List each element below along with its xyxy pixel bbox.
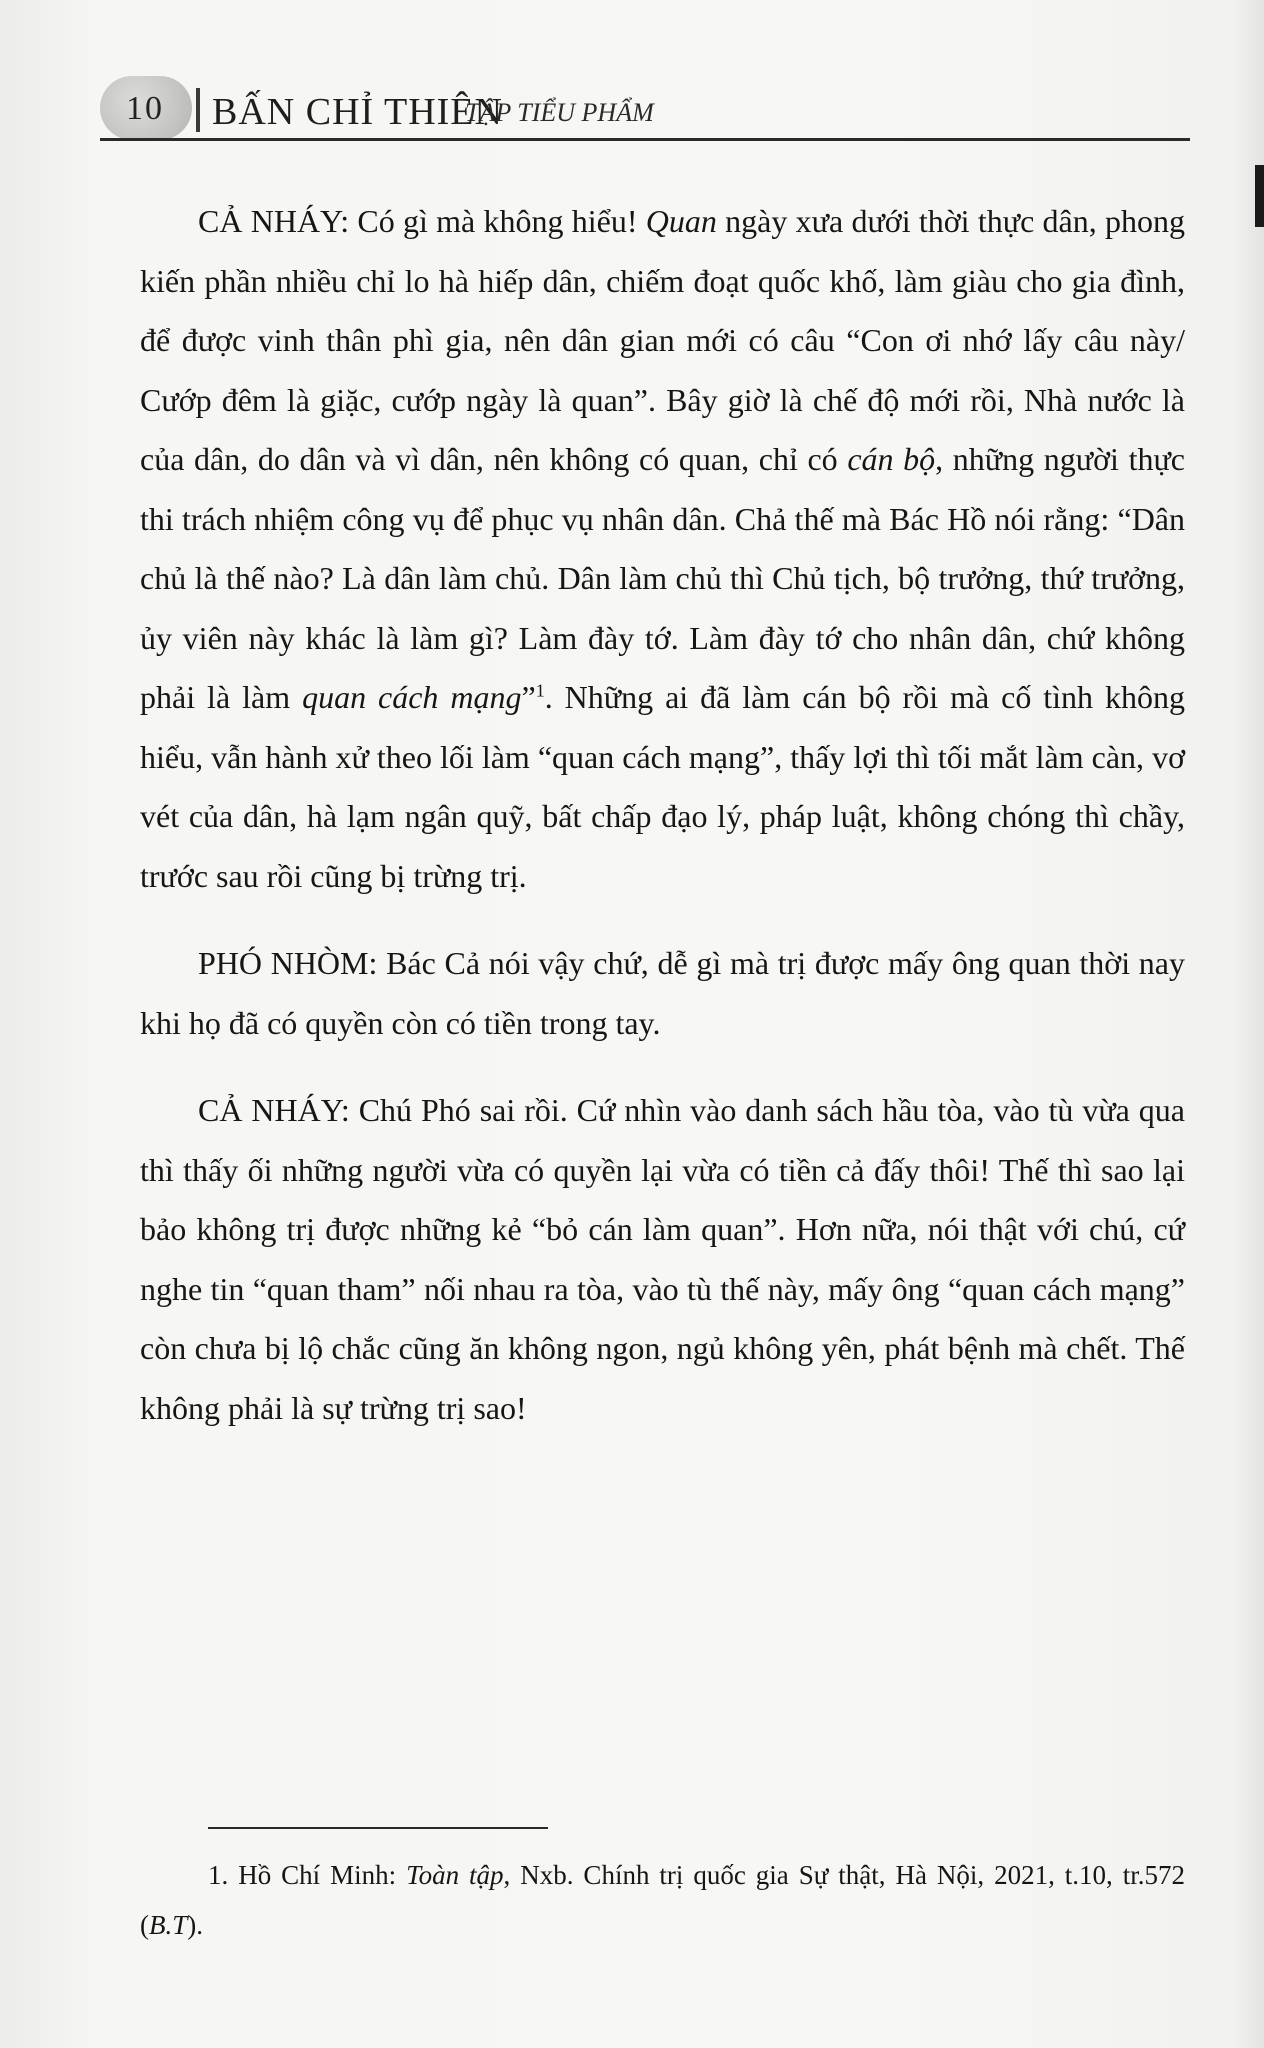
header-separator xyxy=(196,88,200,132)
speaker-label: PHÓ NHÒM: xyxy=(198,945,378,981)
running-header xyxy=(100,76,1190,146)
speaker-label: CẢ NHÁY: xyxy=(198,1092,350,1128)
page-number: 10 xyxy=(126,90,164,127)
paragraph-1: CẢ NHÁY: Có gì mà không hiểu! Quan ngày xưa dưới thời thực dân, phong kiến phần nhiều chỉ lo hà hiếp dân, chiếm đoạt quốc khố, làm giàu cho gia đình, để được vinh thân phì gia, nên dân gian mới có câu “Con ơi nhớ lấy câu này/ Cướp đêm là giặc, cướp ngày là quan”. Bây giờ là chế độ mới rồi, Nhà nước là của dân, do dân và vì dân, nên không có quan, chỉ có cán bộ, những người thực thi trách nhiệm công vụ để phục vụ nhân dân. Chả thế mà Bác Hồ nói rằng: “Dân chủ là thế nào? Là dân làm chủ. Dân làm chủ thì Chủ tịch, bộ trưởng, thứ trưởng, ủy viên này khác là làm gì? Làm đày tớ. Làm đày tớ cho nhân dân, chứ không phải là làm quan cách mạng”$^1$. Những ai đã làm cán bộ rồi mà cố tình không hiểu, vẫn hành xử theo lối làm “quan cách mạng”, thấy lợi thì tối mắt làm càn, vơ vét của dân, hà lạm ngân quỹ, bất chấp đạo lý, pháp luật, không chóng thì chầy, trước sau rồi cũng bị trừng trị. xyxy=(140,203,1186,894)
footnote-ref: 1 xyxy=(535,680,545,701)
body-text xyxy=(140,192,1185,1466)
book-title: BẤN CHỈ THIÊN xyxy=(212,91,503,133)
footnote-work-title: Toàn tập xyxy=(406,1860,504,1890)
paragraph-3: CẢ NHÁY: Chú Phó sai rồi. Cứ nhìn vào danh sách hầu tòa, vào tù vừa qua thì thấy ối những người vừa có quyền lại vừa có tiền cả đấy thôi! Thế thì sao lại bảo không trị được những kẻ “bỏ cán làm quan”. Hơn nữa, nói thật với chú, cứ nghe tin “quan tham” nối nhau ra tòa, vào tù thế này, mấy ông “quan cách mạng” còn chưa bị lộ chắc cũng ăn không ngon, ngủ không yên, phát bệnh mà chết. Thế không phải là sự trừng trị sao! xyxy=(140,1092,1186,1426)
page-edge-shadow xyxy=(1234,0,1264,2048)
page-edge-mark xyxy=(1255,165,1264,227)
header-rule xyxy=(100,138,1190,141)
speaker-label: CẢ NHÁY: xyxy=(198,203,350,239)
book-subtitle: TẬP TIỂU PHẨM xyxy=(465,98,654,127)
footnote: 1. Hồ Chí Minh: Toàn tập, Nxb. Chính trị quốc gia Sự thật, Hà Nội, 2021, t.10, tr.572 (B.T). xyxy=(140,1860,1185,1940)
paragraph-2: PHÓ NHÒM: Bác Cả nói vậy chứ, dễ gì mà trị được mấy ông quan thời nay khi họ đã có quyền còn có tiền trong tay. xyxy=(140,945,1186,1041)
footnote-rule xyxy=(208,1827,548,1829)
